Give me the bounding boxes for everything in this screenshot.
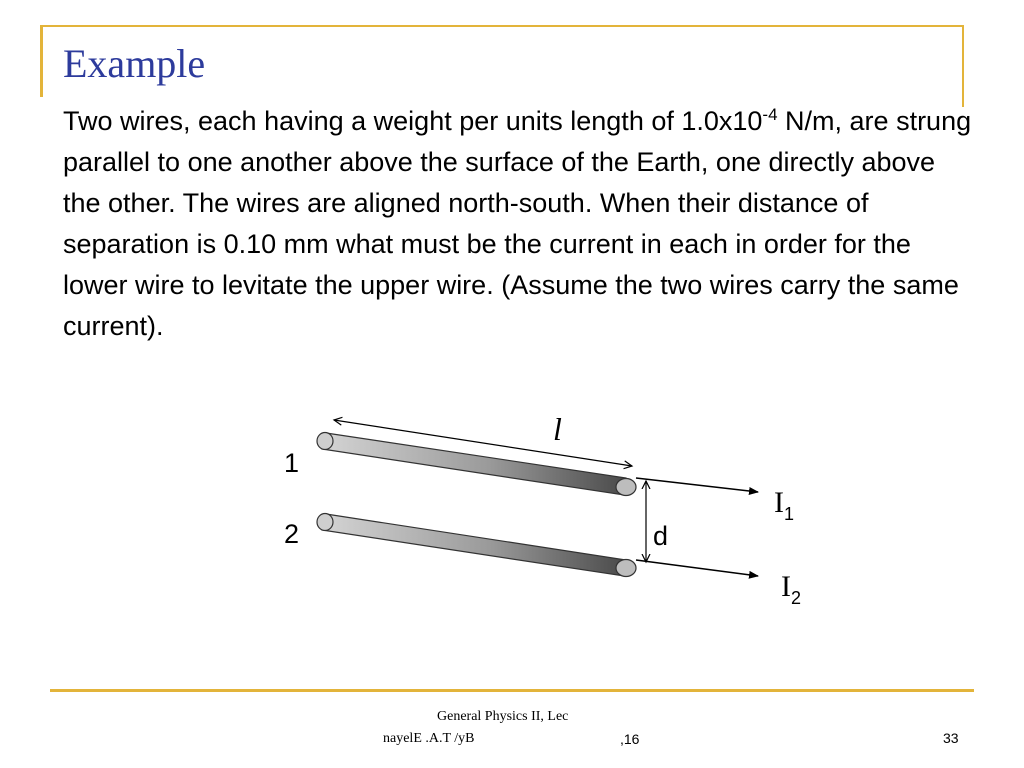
problem-text-part2: N/m, are strung parallel to one another above the surface of the Earth, one directly above the other. The wires are aligned north-south. When their distance of separation is 0.10 mm what must be the current in each in order for the lower wire to levitate the upper wire. (Assume the two wires carry the same current).	[63, 106, 972, 341]
length-label: l	[553, 411, 562, 447]
current-2-label	[781, 570, 801, 608]
footer-course-line1: General Physics II, Lec	[437, 709, 569, 724]
current-2-arrow	[636, 560, 758, 576]
current-2-symbol: I	[781, 570, 791, 603]
current-1-subscript: 1	[784, 504, 795, 524]
wire-2-label: 2	[284, 519, 300, 549]
current-2-subscript: 2	[791, 588, 802, 608]
footer-course-line2: nayelE .A.T /yB	[383, 731, 475, 746]
current-1-arrow	[636, 478, 758, 492]
distance-label: d	[653, 521, 669, 551]
problem-text-part1: Two wires, each having a weight per units length of 1.0x10	[63, 106, 763, 136]
current-1-symbol: I	[774, 486, 784, 519]
footer-number-mid: ,16	[620, 731, 640, 747]
wire-2	[317, 514, 636, 577]
slide-title: Example	[63, 41, 206, 86]
exponent-superscript: -4	[762, 105, 778, 124]
current-1-label	[774, 486, 794, 524]
page-number: 33	[943, 730, 959, 746]
footer-divider	[50, 689, 974, 692]
wire-1-label: 1	[284, 448, 300, 478]
